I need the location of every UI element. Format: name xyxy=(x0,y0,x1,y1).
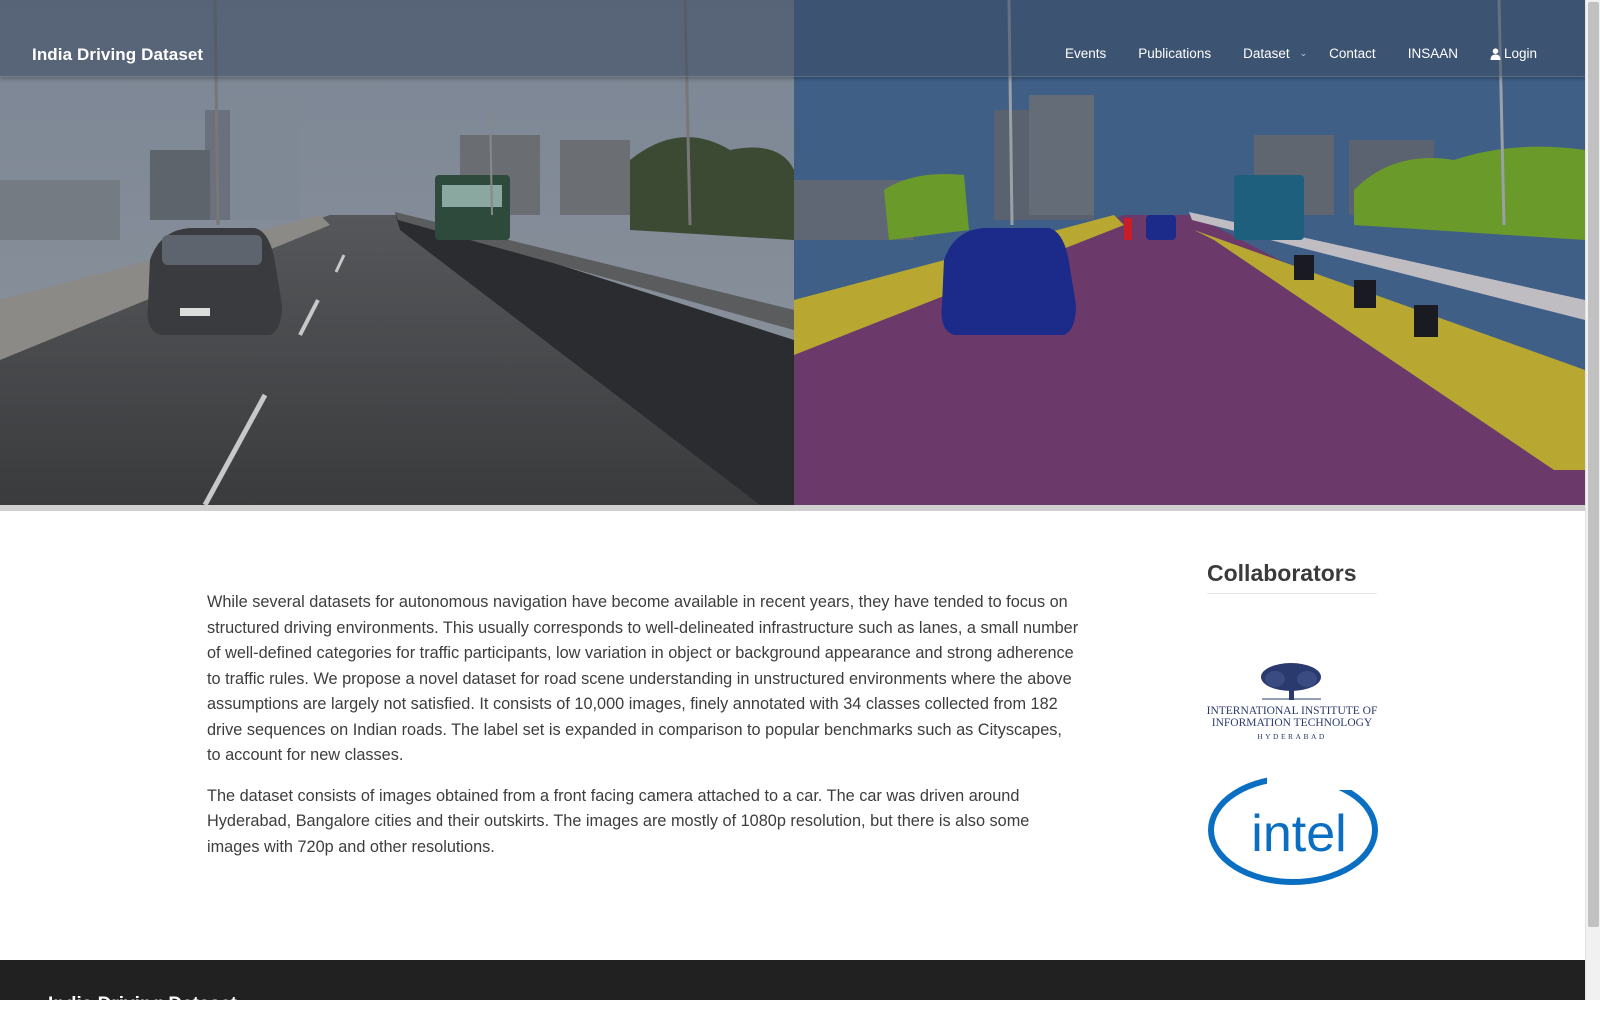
iiit-logo-line3: HYDERABAD xyxy=(1257,732,1327,741)
nav-label-login: Login xyxy=(1503,46,1537,61)
nav-label-dataset: Dataset xyxy=(1243,46,1290,61)
nav-item-events[interactable] xyxy=(1065,46,1106,61)
nav-item-insaan[interactable] xyxy=(1408,46,1458,61)
intro-section xyxy=(207,590,1079,875)
intro-paragraph: While several datasets for autonomous navigation have become available in recent years, they have tended to focus on structured driving environments. This usually corresponds to well-delineated infrastructure such as lanes, a small number of well-defined categories for traffic participants, low variation in object or background appearance and strong adherence to traffic rules. We propose a novel dataset for road scene understanding in unstructured environments where the above assumptions are largely not satisfied. It consists of 10,000 images, finely annotated with 34 classes collected from 182 drive sequences on Indian roads. The label set is expanded in comparison to popular benchmarks such as Cityscapes, to account for new classes. xyxy=(207,593,1079,764)
site-footer xyxy=(0,960,1585,1015)
nav-label-contact: Contact xyxy=(1329,46,1376,61)
nav-item-contact[interactable] xyxy=(1329,46,1376,61)
site-brand[interactable]: India Driving Dataset xyxy=(32,45,204,64)
scrollbar-thumb[interactable] xyxy=(1588,2,1599,927)
footer-brand: India Driving Dataset xyxy=(48,994,237,1015)
nav-item-dataset[interactable] xyxy=(1243,46,1307,61)
nav-menu xyxy=(1033,46,1537,61)
iiit-logo-line1: INTERNATIONAL INSTITUTE OF xyxy=(1207,705,1377,717)
iiit-logo-line2: INFORMATION TECHNOLOGY xyxy=(1211,717,1373,729)
top-navbar xyxy=(0,0,1585,77)
collaborators-sidebar xyxy=(1207,560,1377,863)
nav-label-insaan: INSAAN xyxy=(1407,46,1458,61)
vertical-scrollbar[interactable] xyxy=(1585,0,1600,1000)
nav-item-login[interactable] xyxy=(1490,46,1537,61)
intel-logo-text: intel xyxy=(1251,805,1347,863)
nav-label-publications: Publications xyxy=(1138,46,1212,61)
hero-divider xyxy=(0,505,1585,511)
chevron-down-icon: ⌄ xyxy=(1299,48,1308,58)
tree-emblem-icon xyxy=(1261,663,1321,700)
collaborators-heading: Collaborators xyxy=(1207,560,1377,594)
nav-item-publications[interactable] xyxy=(1138,46,1211,61)
intel-logo[interactable] xyxy=(1207,772,1379,887)
dataset-description-paragraph: The dataset consists of images obtained from a front facing camera attached to a car. The car was driven around Hyderabad, Bangalore cities and their outskirts. The images are mostly of 1080p resolution, but there is also some images with 720p and other resolutions. xyxy=(207,786,1030,856)
nav-label-events: Events xyxy=(1065,46,1107,61)
user-icon xyxy=(1490,48,1501,60)
iiit-hyderabad-logo[interactable] xyxy=(1207,655,1377,745)
